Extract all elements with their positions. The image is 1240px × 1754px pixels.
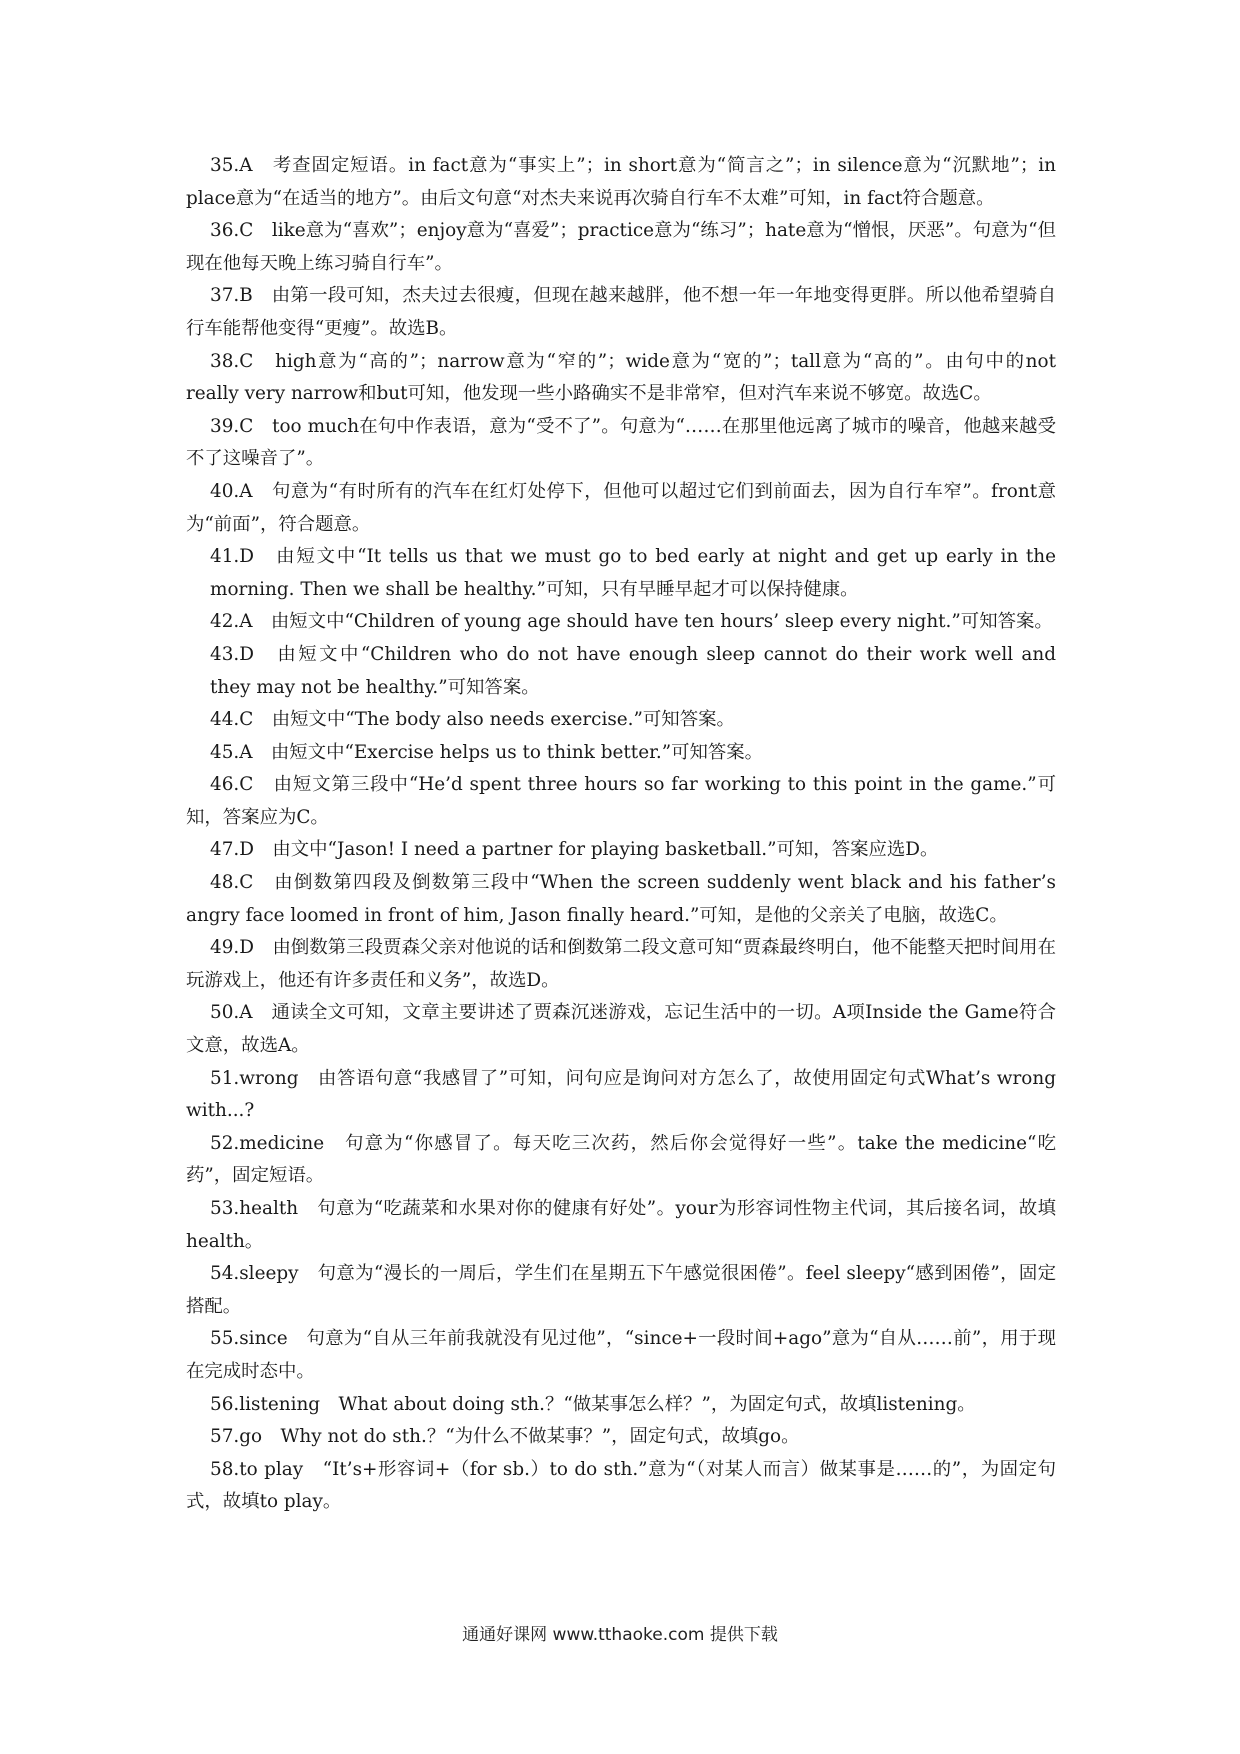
answer-41: 41.D 由短文中“It tells us that we must go to bed early at night and get up early in the morning. Then we shall be healthy.”可知，只有早睡早起才可以保持健康。 [210, 546, 1056, 600]
answer-51: 51.wrong 由答语句意“我感冒了”可知，问句应是询问对方怎么了，故使用固定句式What’s wrong with...? [186, 1067, 1056, 1122]
answer-40: 40.A 句意为“有时所有的汽车在红灯处停下，但他可以超过它们到前面去，因为自行车窄”。front意为“前面”，符合题意。 [186, 480, 1056, 535]
answer-37: 37.B 由第一段可知，杰夫过去很瘦，但现在越来越胖，他不想一年一年地变得更胖。所以他希望骑自行车能帮他变得“更瘦”。故选B。 [186, 285, 1056, 339]
answer-42: 42.A 由短文中“Children of young age should have ten hours’ sleep every night.”可知答案。 [210, 611, 1053, 633]
answer-39: 39.C too much在句中作表语，意为“受不了”。句意为“……在那里他远离了城市的噪音，他越来越受不了这噪音了”。 [186, 415, 1056, 470]
answer-52: 52.medicine 句意为“你感冒了。每天吃三次药，然后你会觉得好一些”。take the medicine“吃药”，固定短语。 [186, 1132, 1056, 1187]
answer-57: 57.go Why not do sth.？“为什么不做某事？”，固定句式，故填go。 [210, 1426, 800, 1448]
answer-55: 55.since 句意为“自从三年前我就没有见过他”，“since+一段时间+ago”意为“自从……前”，用于现在完成时态中。 [186, 1328, 1056, 1382]
answer-54: 54.sleepy 句意为“漫长的一周后，学生们在星期五下午感觉很困倦”。feel sleepy“感到困倦”，固定搭配。 [186, 1263, 1056, 1317]
answer-49: 49.D 由倒数第三段贾森父亲对他说的话和倒数第二段文意可知“贾森最终明白，他不能整天把时间用在玩游戏上，他还有许多责任和义务”，故选D。 [186, 937, 1056, 991]
answer-50: 50.A 通读全文可知，文章主要讲述了贾森沉迷游戏，忘记生活中的一切。A项Inside the Game符合文意，故选A。 [186, 1002, 1056, 1057]
answer-explanations [186, 150, 1056, 1519]
answer-45: 45.A 由短文中“Exercise helps us to think better.”可知答案。 [210, 741, 764, 763]
answer-56: 56.listening What about doing sth.？“做某事怎么样？”，为固定句式，故填listening。 [210, 1393, 976, 1415]
answer-53: 53.health 句意为“吃蔬菜和水果对你的健康有好处”。your为形容词性物主代词，其后接名词，故填health。 [186, 1198, 1056, 1252]
answer-38: 38.C high意为“高的”；narrow意为“窄的”；wide意为“宽的”；tall意为“高的”。由句中的not really very narrow和but可知，他发现一些小路确实不是非常窄，但对汽车来说不够宽。故选C。 [186, 350, 1056, 405]
answer-58: 58.to play “It’s+形容词+（for sb.）to do sth.”意为“（对某人而言）做某事是……的”，为固定句式，故填to play。 [186, 1458, 1056, 1513]
answer-44: 44.C 由短文中“The body also needs exercise.”可知答案。 [210, 709, 735, 731]
answer-47: 47.D 由文中“Jason! I need a partner for playing basketball.”可知，答案应选D。 [210, 839, 939, 861]
answer-43: 43.D 由短文中“Children who do not have enough sleep cannot do their work well and they may not be healthy.”可知答案。 [210, 643, 1056, 698]
answer-48: 48.C 由倒数第四段及倒数第三段中“When the screen suddenly went black and his father’s angry face loomed in front of him, Jason finally heard.”可知，是他的父亲关了电脑，故选C。 [186, 872, 1056, 926]
answer-46: 46.C 由短文第三段中“He’d spent three hours so far working to this point in the game.”可知，答案应为C。 [186, 774, 1056, 828]
answer-36: 36.C like意为“喜欢”；enjoy意为“喜爱”；practice意为“练习”；hate意为“憎恨，厌恶”。句意为“但现在他每天晚上练习骑自行车”。 [186, 220, 1056, 274]
answer-35: 35.A 考查固定短语。in fact意为“事实上”；in short意为“简言之”；in silence意为“沉默地”；in place意为“在适当的地方”。由后文句意“对杰夫来说再次骑自行车不太难”可知，in fact符合题意。 [186, 155, 1056, 209]
footer-source: 通通好课网 www.tthaoke.com 提供下载 [462, 1625, 778, 1645]
